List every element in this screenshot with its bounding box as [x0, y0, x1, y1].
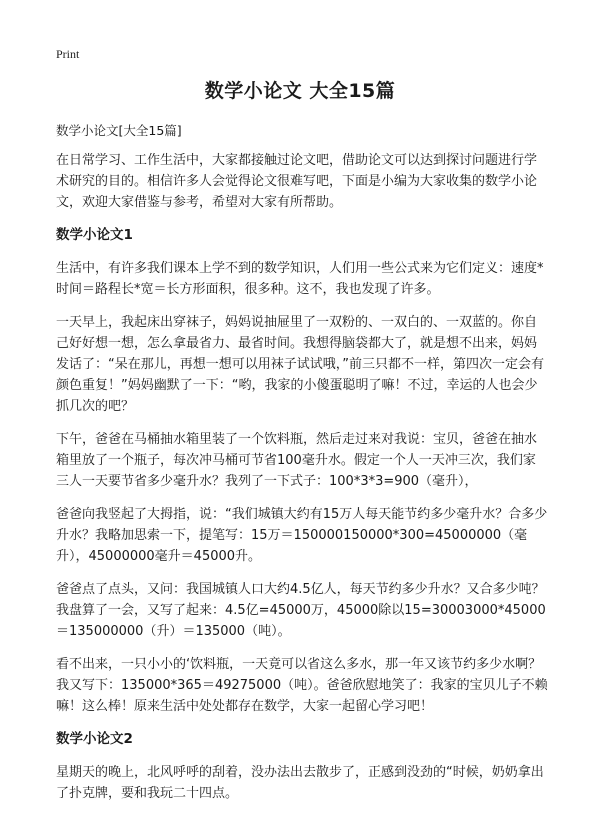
section-heading: 数学小论文2 [56, 731, 133, 747]
section-paragraph: 星期天的晚上，北风呼呼的刮着，没办法出去散步了，正感到没劲的“时候，奶奶拿出了扑克牌，要和我玩二十四点。 [56, 765, 544, 801]
page-subtitle: 数学小论文[大全15篇] [56, 123, 182, 138]
section-paragraph: 一天早上，我起床出穿袜子，妈妈说抽屉里了一双粉的、一双白的、一双蓝的。你自己好好想一想，怎么拿最省力、最省时间。我想得脑袋都大了，就是想不出来，妈妈发话了：“呆在那儿，再想一想可以用袜子试试哦，”前三只都不一样，第四次一定会有颜色重复！”妈妈幽默了一下：“哟，我家的小傻蛋聪明了嘛！不过，幸运的人也会少抓几次的吧？ [56, 315, 544, 414]
print-label[interactable]: Print [56, 47, 80, 61]
section-paragraph: 爸爸向我竖起了大拇指，说：“我们城镇大约有15万人每天能节约多少毫升水？合多少升水？我略加思索一下，提笔写：15万＝150000150000*300=45000000（毫升），45000000毫升＝45000升。 [56, 507, 548, 564]
intro-paragraph: 在日常学习、工作生活中，大家都接触过论文吧，借助论文可以达到探讨问题进行学术研究的目的。相信许多人会觉得论文很难写吧，下面是小编为大家收集的数学小论文，欢迎大家借鉴与参考，希望对大家有所帮助。 [56, 153, 538, 210]
section-paragraph: 生活中，有许多我们课本上学不到的数学知识，人们用一些公式来为它们定义：速度*时间＝路程长*宽＝长方形面积，很多种。这不，我也发现了许多。 [56, 261, 544, 297]
section-paragraph: 下午，爸爸在马桶抽水箱里装了一个饮料瓶，然后走过来对我说：宝贝，爸爸在抽水箱里放了一个瓶子，每次冲马桶可节省100毫升水。假定一个人一天冲三次，我们家三人一天要节省多少毫升水？我列了一下式子：100*3*3=900（毫升）， [56, 432, 538, 489]
section-paragraph: 看不出来，一只小小的‘饮料瓶，一天竟可以省这么多水，那一年又该节约多少水啊？我又写下：135000*365＝49275000（吨）。爸爸欣慰地笑了：我家的宝贝儿子不赖嘛！这么棒！原来生活中处处都存在数学，大家一起留心学习吧！ [56, 657, 548, 714]
section-heading: 数学小论文1 [56, 227, 133, 243]
page-title: 数学小论文 大全15篇 [204, 80, 396, 102]
article-body [56, 150, 548, 816]
section-paragraph: 爸爸点了点头，又问：我国城镇人口大约4.5亿人，每天节约多少升水？又合多少吨？我盘算了一会，又写了起来：4.5亿=45000万，45000除以15=30003000*45000＝135000000（升）＝135000（吨）。 [56, 582, 546, 639]
